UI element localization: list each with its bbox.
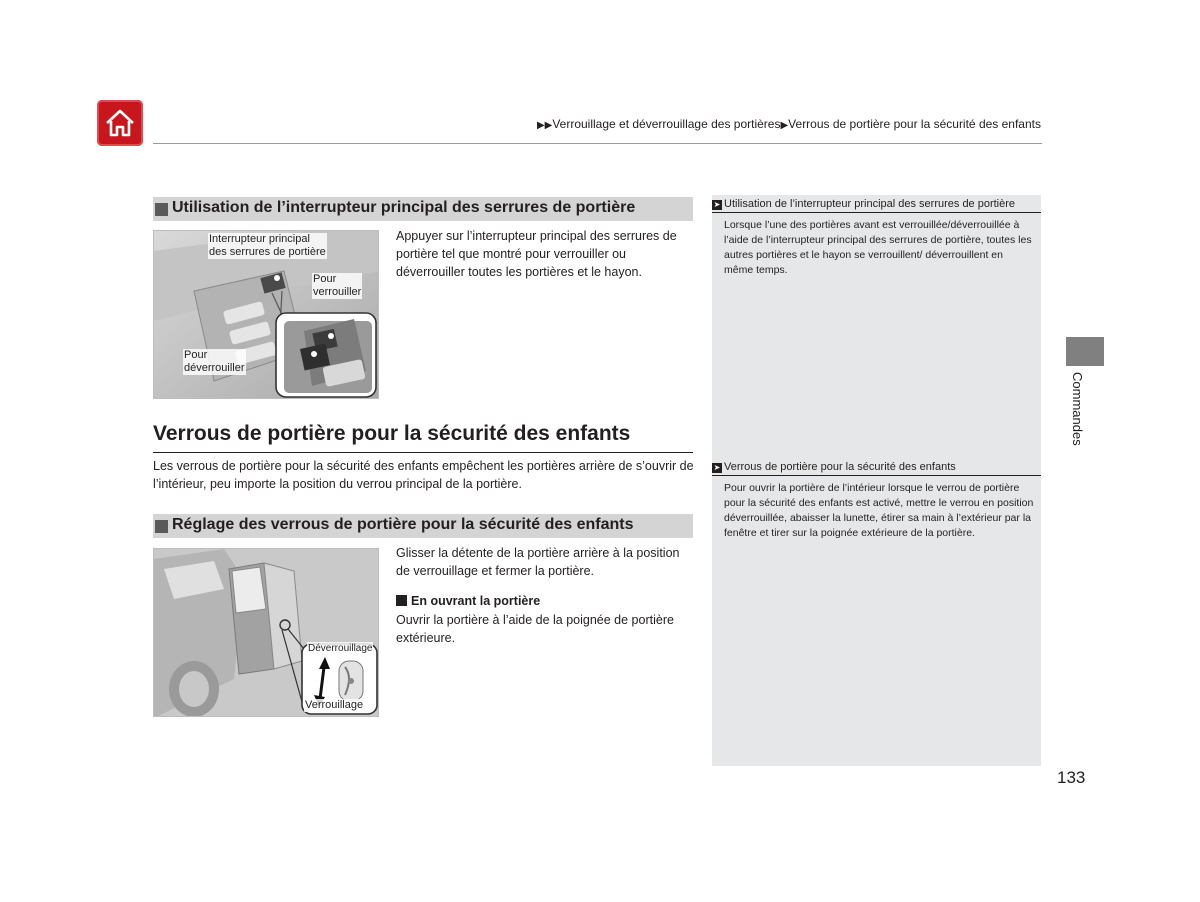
note-body-child-locks: Pour ouvrir la portière de l’intérieur lorsque le verrou de portière pour la sécurité des enfants est activé, mettre le verrou en position déverrouillée, abaisser la lunette, étirer sa main à l’extérieur par la fenêtre et tirer sur la poignée extérieure de la portière. — [724, 482, 1034, 539]
chapter-tab[interactable] — [1066, 337, 1104, 366]
note-icon: ➤ — [713, 200, 721, 209]
page-number: 133 — [1057, 768, 1086, 787]
breadcrumb-link-door-locks[interactable]: Verrouillage et déverrouillage des portières — [552, 117, 781, 131]
master-switch-instructions: Appuyer sur l’interrupteur principal des serrures de portière tel que montré pour verrouiller ou déverrouiller toutes les portières et le hayon. — [396, 229, 677, 279]
label-unlock-1: Pour — [184, 349, 208, 361]
label-lock-2: verrouiller — [313, 286, 362, 298]
header-divider — [153, 143, 1042, 144]
label-master-switch-1: Interrupteur principal — [209, 233, 310, 245]
child-locks-intro: Les verrous de portière pour la sécurité des enfants empêchent les portières arrière de s’ouvrir de l’intérieur, peu importe la position du verrou principal de la portière. — [153, 459, 694, 491]
note-icon: ➤ — [713, 463, 721, 472]
home-button[interactable] — [97, 100, 143, 146]
section-heading-text: Utilisation de l’interrupteur principal des serrures de portière — [172, 199, 636, 216]
section-square-icon — [155, 520, 168, 533]
opening-door-heading-text: En ouvrant la portière — [411, 594, 541, 608]
section-square-icon — [155, 203, 168, 216]
label-lock: Verrouillage — [305, 699, 364, 711]
child-lock-figure — [153, 548, 379, 717]
note-title-1: Utilisation de l’interrupteur principal des serrures de portière — [724, 198, 1016, 210]
child-lock-instructions: Glisser la détente de la portière arrière à la position de verrouillage et fermer la portière. — [396, 546, 680, 578]
section-heading-master-switch — [153, 197, 693, 221]
label-master-switch-2: des serrures de portière — [209, 246, 326, 258]
master-switch-figure — [153, 230, 379, 399]
breadcrumb-arrow: ▶ — [780, 120, 789, 131]
page-heading-child-locks: Verrous de portière pour la sécurité des enfants — [153, 422, 631, 445]
breadcrumb-current: Verrous de portière pour la sécurité des enfants — [788, 117, 1041, 131]
chapter-tab-label[interactable]: Commandes — [1070, 372, 1085, 446]
note-heading-child-locks — [712, 461, 1041, 476]
opening-door-heading — [396, 594, 540, 608]
label-unlock-2: déverrouiller — [184, 362, 245, 374]
section-heading-text: Réglage des verrous de portière pour la sécurité des enfants — [172, 516, 634, 533]
breadcrumb — [537, 117, 1041, 131]
opening-door-instructions: Ouvrir la portière à l’aide de la poignée de portière extérieure. — [396, 613, 674, 645]
rear-door-illustration — [154, 549, 379, 717]
note-body-master-switch: Lorsque l’une des portières avant est verrouillée/déverrouillée à l’aide de l’interrupteur principal des serrures de portière, toutes les autres portières et le hayon se verrouillent/ déverrouillent en même temps. — [724, 219, 1032, 276]
section-heading-child-lock-setting — [153, 514, 693, 538]
bullet-square-icon — [396, 595, 407, 606]
note-heading-master-switch — [712, 198, 1041, 213]
label-unlock: Déverrouillage — [308, 643, 373, 654]
note-title-2: Verrous de portière pour la sécurité des enfants — [724, 461, 956, 473]
heading-underline — [153, 452, 693, 453]
home-icon — [104, 107, 136, 139]
breadcrumb-arrows: ▶▶ — [536, 120, 553, 131]
label-lock-1: Pour — [313, 273, 337, 285]
